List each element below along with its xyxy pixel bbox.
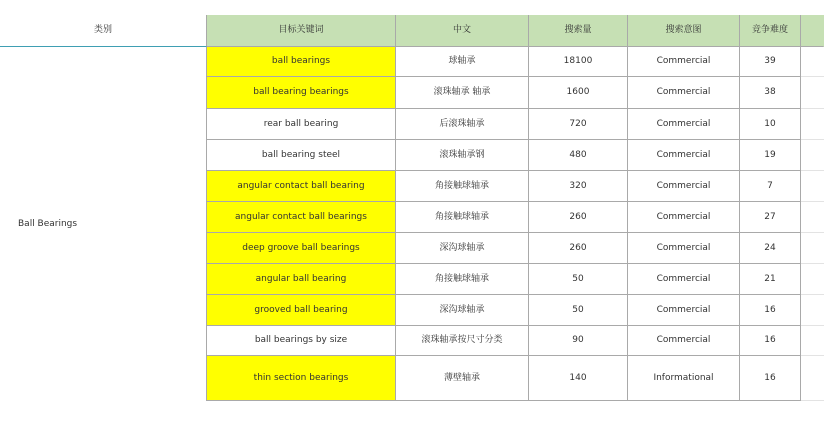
row-filler-cell: [801, 202, 824, 233]
chinese-cell[interactable]: [396, 47, 529, 77]
difficulty-cell[interactable]: [740, 202, 801, 233]
intent-cell[interactable]: [628, 77, 740, 109]
header-chinese-label: 中文: [452, 25, 471, 35]
difficulty-cell[interactable]: [740, 77, 801, 109]
difficulty-cell-text: 24: [764, 242, 776, 253]
chinese-cell[interactable]: [396, 264, 529, 295]
difficulty-cell-text: 10: [764, 118, 776, 129]
row-filler-cell: [801, 109, 824, 140]
volume-cell[interactable]: [529, 326, 628, 356]
volume-cell[interactable]: [529, 47, 628, 77]
header-category-label: 类别: [93, 25, 112, 35]
difficulty-cell-text: 7: [767, 180, 773, 191]
chinese-cell-text: 深沟球轴承: [439, 242, 485, 253]
difficulty-cell-text: 39: [764, 56, 776, 66]
keyword-cell[interactable]: [207, 202, 396, 233]
keyword-cell-text: ball bearing steel: [261, 149, 341, 160]
keyword-cell[interactable]: [207, 233, 396, 264]
volume-cell[interactable]: [529, 77, 628, 109]
keyword-cell[interactable]: [207, 295, 396, 326]
difficulty-cell-text: 19: [764, 149, 776, 160]
intent-cell-text: Commercial: [656, 211, 711, 222]
chinese-cell-text: 滚珠轴承 轴承: [433, 87, 491, 97]
keyword-cell-text: grooved ball bearing: [254, 304, 348, 315]
header-difficulty-label: 竞争难度: [751, 25, 788, 35]
chinese-cell-text: 薄壁轴承: [443, 372, 480, 383]
row-filler-cell: [801, 326, 824, 356]
volume-cell-text: 18100: [563, 56, 593, 66]
intent-cell[interactable]: [628, 264, 740, 295]
spreadsheet-table: [0, 15, 824, 401]
keyword-cell-text: rear ball bearing: [263, 118, 339, 129]
chinese-cell-text: 滚珠轴承钢: [439, 149, 485, 160]
header-category[interactable]: [0, 15, 207, 47]
row-filler-cell: [801, 140, 824, 171]
category-cell[interactable]: [0, 47, 207, 401]
volume-cell-text: 320: [569, 180, 587, 191]
chinese-cell[interactable]: [396, 109, 529, 140]
header-volume-label: 搜索量: [564, 25, 592, 35]
chinese-cell-text: 球轴承: [448, 56, 476, 66]
chinese-cell-text: 后滚珠轴承: [439, 118, 485, 129]
keyword-cell-text: angular contact ball bearing: [237, 180, 365, 191]
volume-cell[interactable]: [529, 295, 628, 326]
keyword-cell-text: ball bearing bearings: [253, 87, 349, 97]
header-difficulty[interactable]: [740, 15, 801, 47]
chinese-cell[interactable]: [396, 140, 529, 171]
intent-cell[interactable]: [628, 326, 740, 356]
volume-cell-text: 1600: [566, 87, 590, 97]
intent-cell[interactable]: [628, 140, 740, 171]
chinese-cell[interactable]: [396, 326, 529, 356]
intent-cell[interactable]: [628, 356, 740, 401]
chinese-cell[interactable]: [396, 233, 529, 264]
intent-cell[interactable]: [628, 47, 740, 77]
intent-cell-text: Commercial: [656, 180, 711, 191]
volume-cell-text: 260: [569, 242, 587, 253]
difficulty-cell[interactable]: [740, 356, 801, 401]
intent-cell-text: Commercial: [656, 242, 711, 253]
header-keyword[interactable]: [207, 15, 396, 47]
volume-cell[interactable]: [529, 233, 628, 264]
chinese-cell-text: 角接触球轴承: [434, 180, 489, 191]
chinese-cell[interactable]: [396, 356, 529, 401]
row-filler-cell: [801, 264, 824, 295]
difficulty-cell-text: 38: [764, 87, 776, 97]
keyword-cell-text: ball bearings: [271, 56, 331, 66]
intent-cell-text: Commercial: [656, 87, 711, 97]
intent-cell-text: Informational: [653, 372, 714, 383]
volume-cell[interactable]: [529, 171, 628, 202]
keyword-cell[interactable]: [207, 77, 396, 109]
difficulty-cell-text: 16: [764, 304, 776, 315]
row-filler-cell: [801, 295, 824, 326]
difficulty-cell[interactable]: [740, 326, 801, 356]
row-filler-cell: [801, 171, 824, 202]
volume-cell[interactable]: [529, 109, 628, 140]
category-cell-label: Ball Bearings: [18, 218, 78, 229]
intent-cell[interactable]: [628, 109, 740, 140]
difficulty-cell-text: 21: [764, 273, 776, 284]
row-filler-cell: [801, 47, 824, 77]
difficulty-cell[interactable]: [740, 295, 801, 326]
chinese-cell[interactable]: [396, 77, 529, 109]
intent-cell-text: Commercial: [656, 118, 711, 129]
row-filler-cell: [801, 77, 824, 109]
chinese-cell-text: 深沟球轴承: [439, 304, 485, 315]
header-filler: [801, 15, 824, 47]
header-intent[interactable]: [628, 15, 740, 47]
intent-cell-text: Commercial: [656, 149, 711, 160]
keyword-cell[interactable]: [207, 326, 396, 356]
keyword-cell-text: ball bearings by size: [254, 335, 348, 345]
volume-cell-text: 50: [572, 304, 584, 315]
header-keyword-label: 目标关键词: [278, 25, 324, 35]
difficulty-cell-text: 16: [764, 372, 776, 383]
volume-cell[interactable]: [529, 356, 628, 401]
volume-cell-text: 140: [569, 372, 587, 383]
keyword-cell[interactable]: [207, 47, 396, 77]
keyword-cell[interactable]: [207, 264, 396, 295]
volume-cell[interactable]: [529, 264, 628, 295]
intent-cell-text: Commercial: [656, 273, 711, 284]
header-chinese[interactable]: [396, 15, 529, 47]
intent-cell[interactable]: [628, 171, 740, 202]
keyword-cell[interactable]: [207, 171, 396, 202]
intent-cell-text: Commercial: [656, 304, 711, 315]
volume-cell-text: 480: [569, 149, 587, 160]
keyword-cell-text: angular ball bearing: [255, 273, 347, 284]
intent-cell[interactable]: [628, 202, 740, 233]
difficulty-cell-text: 27: [764, 211, 776, 222]
chinese-cell-text: 角接触球轴承: [434, 211, 489, 222]
keyword-cell[interactable]: [207, 356, 396, 401]
keyword-cell-text: deep groove ball bearings: [242, 242, 360, 253]
keyword-cell-text: thin section bearings: [253, 372, 349, 383]
volume-cell-text: 260: [569, 211, 587, 222]
volume-cell[interactable]: [529, 202, 628, 233]
keyword-cell[interactable]: [207, 109, 396, 140]
volume-cell[interactable]: [529, 140, 628, 171]
difficulty-cell[interactable]: [740, 171, 801, 202]
intent-cell[interactable]: [628, 233, 740, 264]
volume-cell-text: 50: [572, 273, 584, 284]
row-filler-cell: [801, 356, 824, 401]
volume-cell-text: 90: [572, 335, 584, 345]
header-intent-label: 搜索意图: [665, 25, 702, 35]
intent-cell-text: Commercial: [656, 335, 711, 345]
chinese-cell-text: 滚珠轴承按尺寸分类: [421, 335, 503, 345]
row-filler-cell: [801, 233, 824, 264]
keyword-cell-text: angular contact ball bearings: [235, 211, 367, 222]
intent-cell-text: Commercial: [656, 56, 711, 66]
header-volume[interactable]: [529, 15, 628, 47]
difficulty-cell[interactable]: [740, 264, 801, 295]
chinese-cell[interactable]: [396, 202, 529, 233]
difficulty-cell[interactable]: [740, 140, 801, 171]
volume-cell-text: 720: [569, 118, 587, 129]
chinese-cell-text: 角接触球轴承: [434, 273, 489, 284]
keyword-cell[interactable]: [207, 140, 396, 171]
intent-cell[interactable]: [628, 295, 740, 326]
chinese-cell[interactable]: [396, 295, 529, 326]
difficulty-cell[interactable]: [740, 233, 801, 264]
chinese-cell[interactable]: [396, 171, 529, 202]
difficulty-cell-text: 16: [764, 335, 776, 345]
difficulty-cell[interactable]: [740, 109, 801, 140]
difficulty-cell[interactable]: [740, 47, 801, 77]
